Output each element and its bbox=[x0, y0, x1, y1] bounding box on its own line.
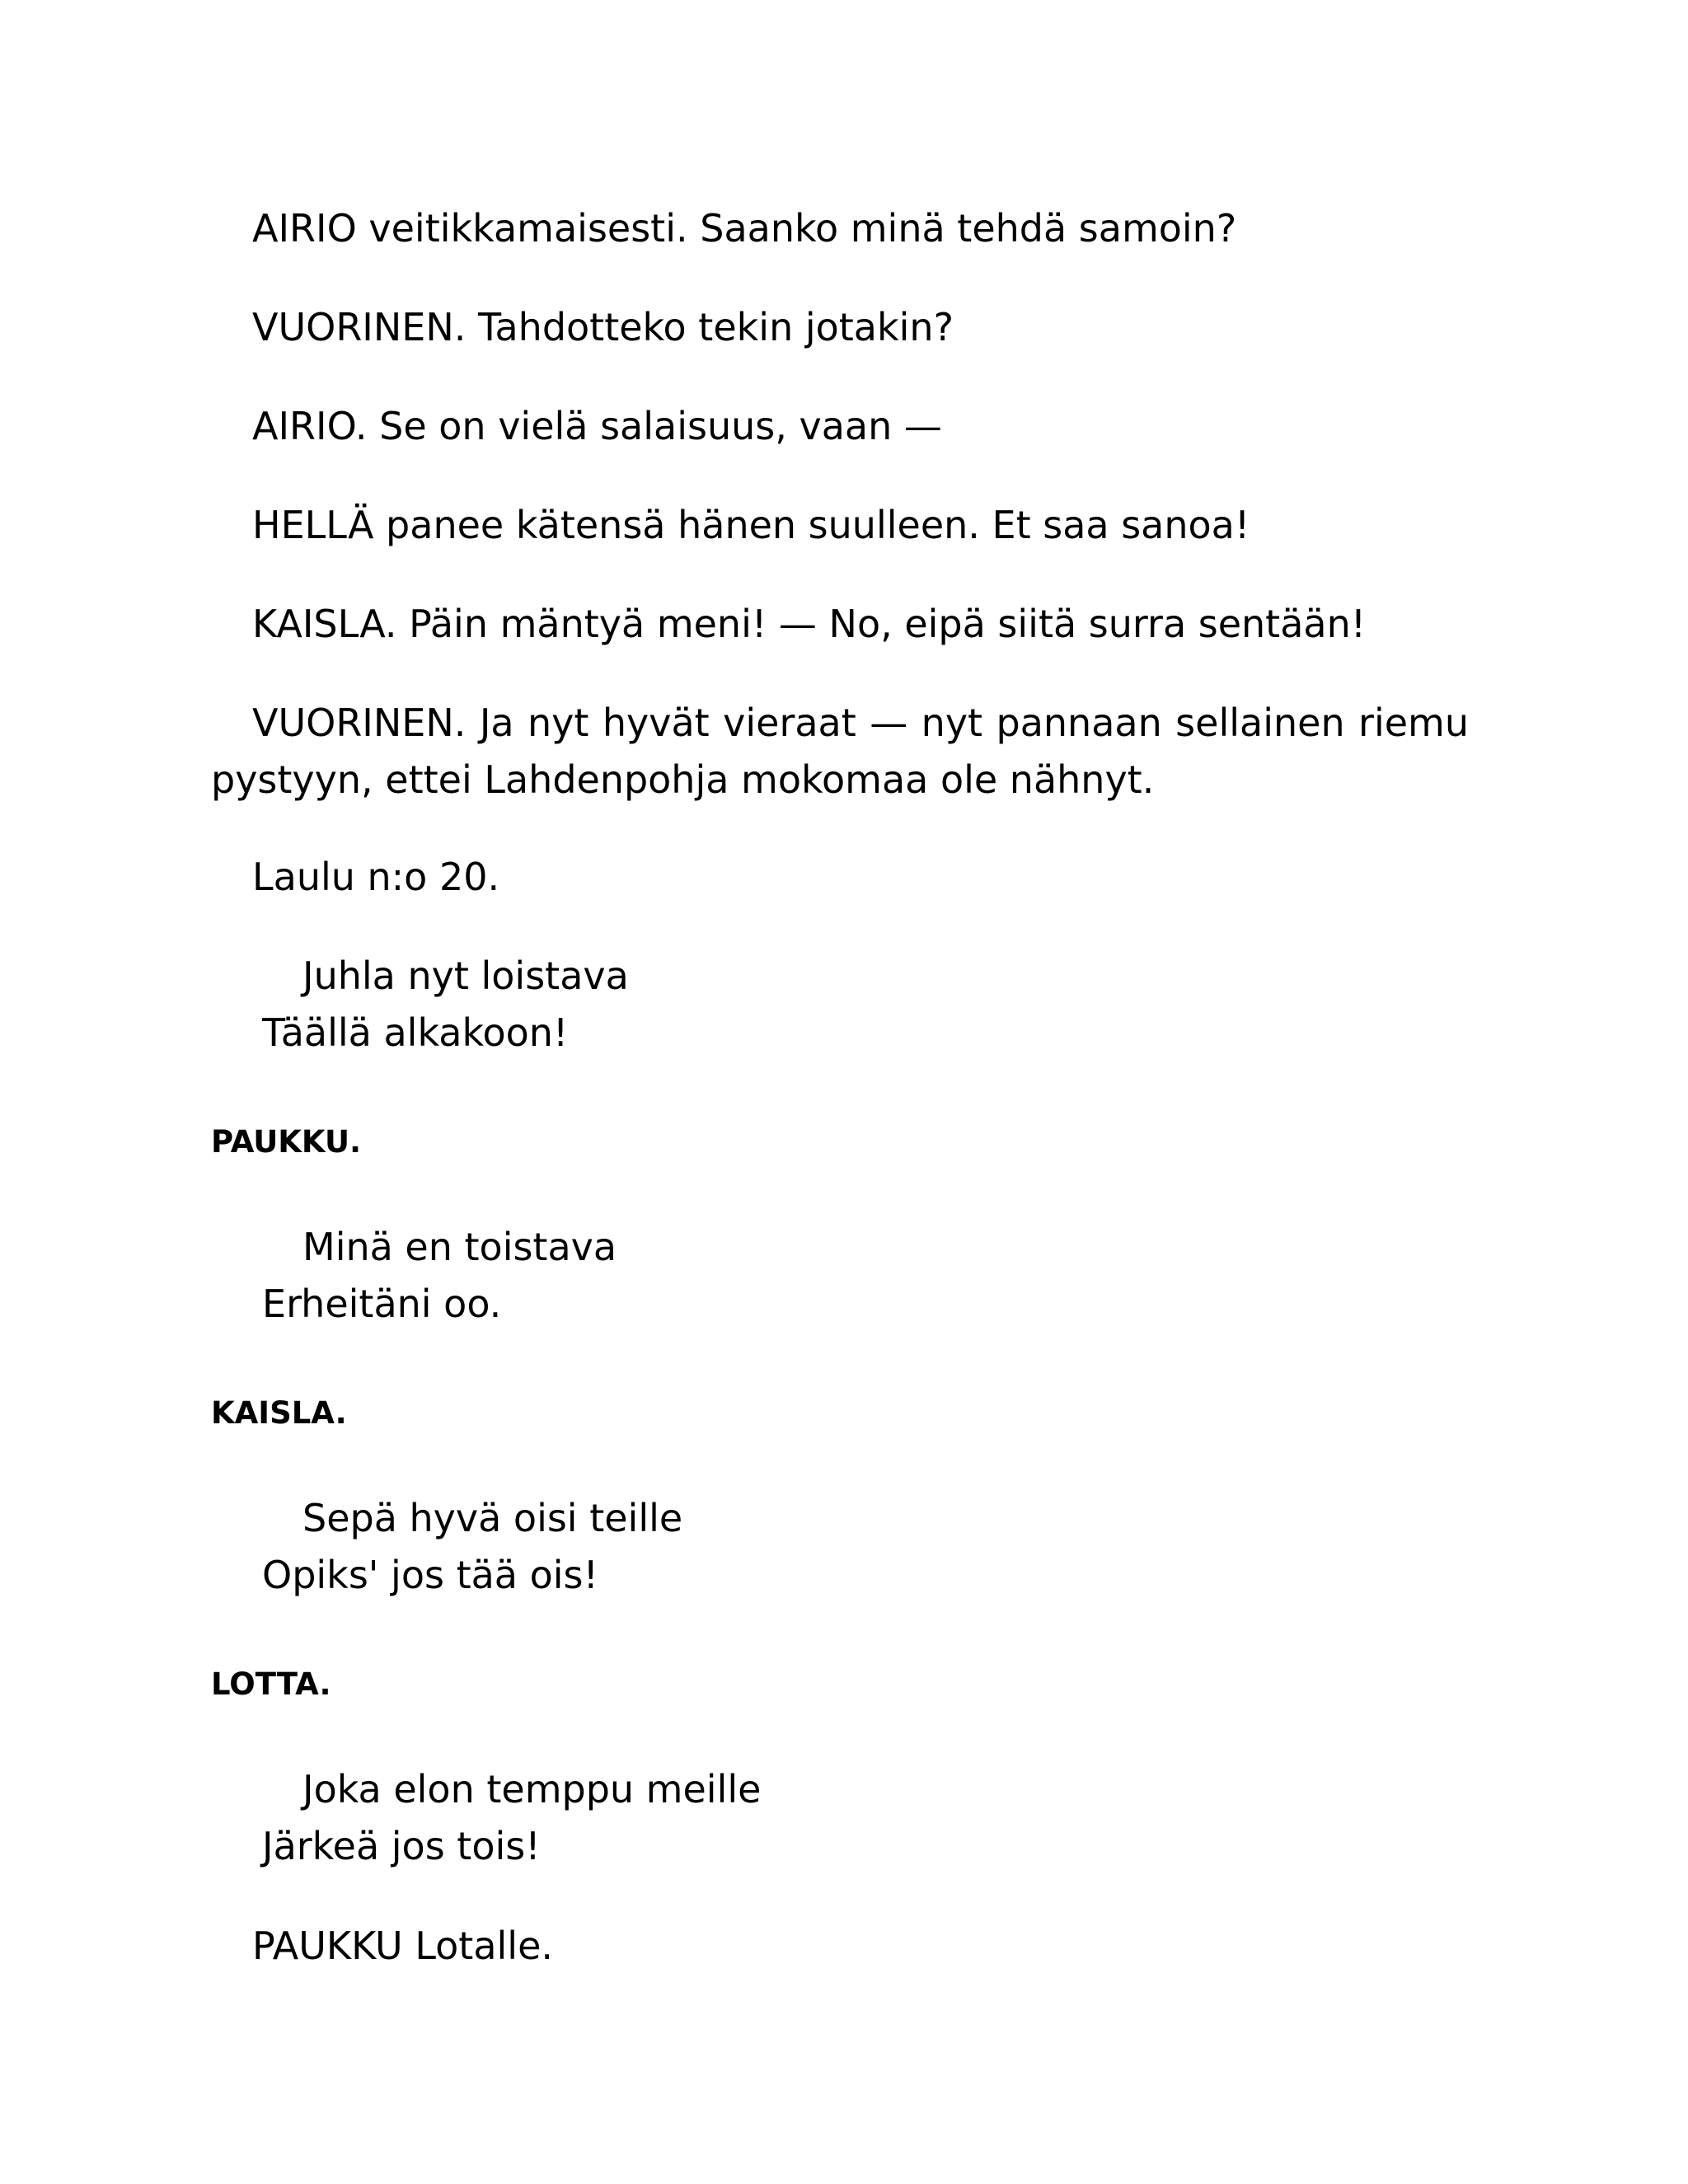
stage-paragraph: AIRIO. Se on vielä salaisuus, vaan — bbox=[252, 404, 942, 448]
speaker-name: KAISLA. bbox=[211, 1395, 347, 1431]
stage-paragraph: AIRIO veitikkamaisesti. Saanko minä tehdä samoin? bbox=[252, 206, 1237, 251]
verse-line: Juhla nyt loistava bbox=[302, 954, 629, 998]
stage-paragraph: VUORINEN. Ja nyt hyvät vieraat — nyt pannaan sellainen riemu pystyyn, ettei Lahdenpohja mokomaa ole nähnyt. bbox=[211, 701, 1469, 802]
verse-line: Järkeä jos tois! bbox=[262, 1824, 541, 1868]
speaker-name: PAUKKU. bbox=[211, 1124, 362, 1160]
speaker-name: LOTTA. bbox=[211, 1666, 331, 1702]
stage-paragraph: VUORINEN. Tahdotteko tekin jotakin? bbox=[252, 305, 954, 349]
verse-line: Sepä hyvä oisi teille bbox=[302, 1496, 683, 1540]
verse-line: Opiks' jos tää ois! bbox=[262, 1553, 598, 1597]
stage-paragraph: HELLÄ panee kätensä hänen suulleen. Et saa sanoa! bbox=[252, 503, 1250, 547]
verse-line: Täällä alkakoon! bbox=[262, 1010, 569, 1055]
verse-line: Erheitäni oo. bbox=[262, 1282, 502, 1326]
verse-line: Minä en toistava bbox=[302, 1225, 617, 1269]
stage-paragraph: KAISLA. Päin mäntyä meni! — No, eipä siitä surra sentään! bbox=[252, 602, 1367, 646]
verse-line: Joka elon temppu meille bbox=[302, 1767, 762, 1811]
stage-paragraph: PAUKKU Lotalle. bbox=[252, 1924, 553, 1968]
song-number: Laulu n:o 20. bbox=[252, 855, 500, 899]
